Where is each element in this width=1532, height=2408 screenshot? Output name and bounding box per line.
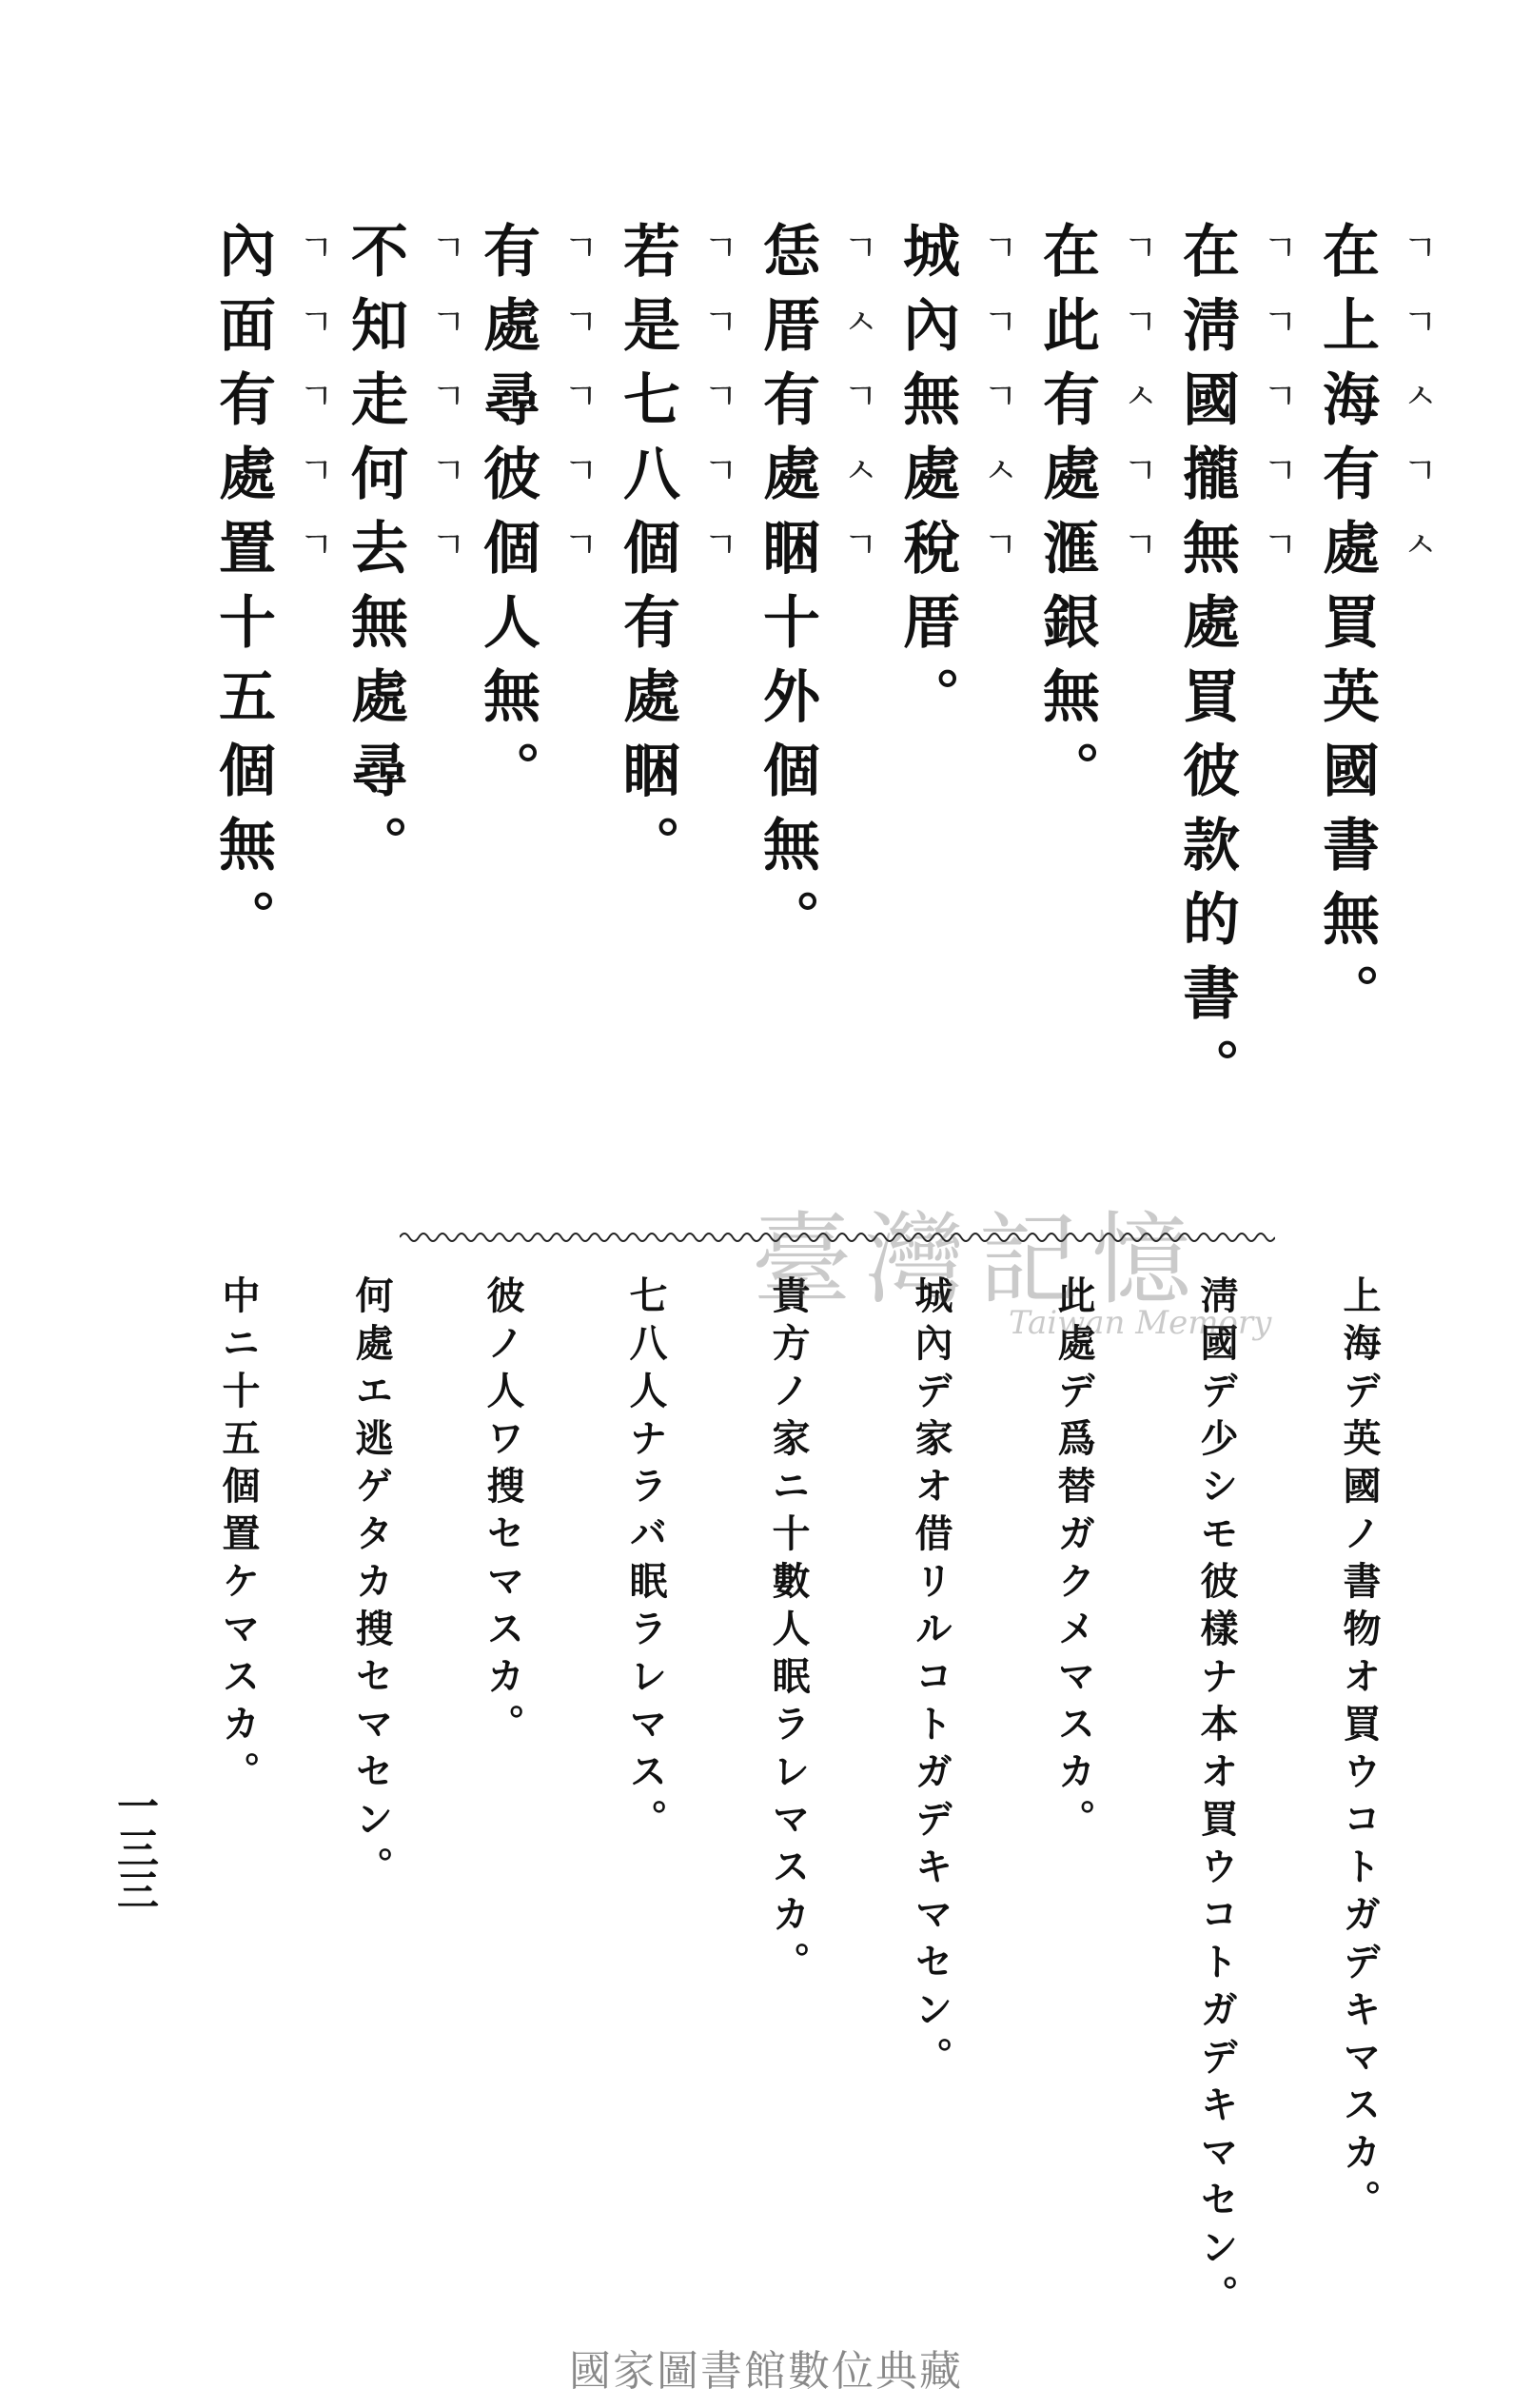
chinese-line-6: 若是七八個有處睏。	[614, 221, 680, 889]
japanese-line-4: 城內デ家オ借リルコトガデキマセン。	[909, 1275, 953, 2084]
tone-marks-2: ㄱㄱㄱㄱㄱ	[1256, 228, 1298, 600]
chinese-line-5: 恁厝有處睏十外個無。	[754, 221, 820, 963]
archive-footer: 國家圖書館數位典藏	[569, 2347, 963, 2396]
japanese-line-9: 中ニ十五個置ケマスカ。	[216, 1275, 260, 1799]
chinese-line-4: 城內無處稅厝。	[894, 221, 960, 740]
watermark-subtitle: Taiwan Memory	[1009, 1304, 1272, 1342]
japanese-line-1: 上海デ英國ノ書物オ買ウコトガデキマスカ。	[1337, 1275, 1381, 2227]
page-number: 一三三	[109, 1785, 158, 1910]
tone-marks-8: ㄱㄱㄱㄱㄱ	[424, 228, 466, 600]
tone-marks-9: ㄱㄱㄱㄱㄱ	[292, 228, 334, 600]
japanese-line-6: 七八人ナラバ眠ラレマス。	[623, 1275, 667, 1846]
japanese-line-7: 彼ノ人ワ搜セマスカ。	[481, 1275, 524, 1751]
chinese-line-9: 內面有處置十五個無。	[209, 221, 276, 963]
chinese-line-2: 在淸國攏無處買彼款的書。	[1173, 221, 1240, 1112]
watermark-title: 臺灣記憶	[752, 1202, 1206, 1318]
tone-marks-7: ㄱㄱㄱㄱㄱ	[557, 228, 599, 600]
wavy-divider	[400, 1228, 1275, 1247]
japanese-line-8: 何處エ逃ゲタカ搜セマセン。	[349, 1275, 393, 1894]
tone-marks-5: ㄱㅅㄱㅅㄱ	[836, 228, 878, 600]
tone-marks-4: ㄱㄱㄱㅅㄱ	[976, 228, 1018, 600]
tone-marks-1: ㄱㄱㅅㄱㅅ	[1396, 228, 1438, 600]
chinese-line-1: 在上海有處買英國書無。	[1313, 221, 1380, 1037]
chinese-line-7: 有處尋彼個人無。	[474, 221, 540, 815]
tone-marks-6: ㄱㄱㄱㄱㄱ	[697, 228, 738, 600]
chinese-line-8: 不知走何去無處尋。	[342, 221, 408, 889]
japanese-line-2: 淸國デ少シモ彼樣ナ本オ買ウコトガデキマセン。	[1194, 1275, 1238, 2322]
japanese-line-3: 此處デ爲替ガクメマスカ。	[1051, 1275, 1095, 1846]
japanese-line-5: 貴方ノ家ニ十數人眠ラレマスカ。	[766, 1275, 810, 1989]
chinese-line-3: 在此有處滙銀無。	[1033, 221, 1100, 815]
tone-marks-3: ㄱㄱㅅㄱㄱ	[1116, 228, 1158, 600]
